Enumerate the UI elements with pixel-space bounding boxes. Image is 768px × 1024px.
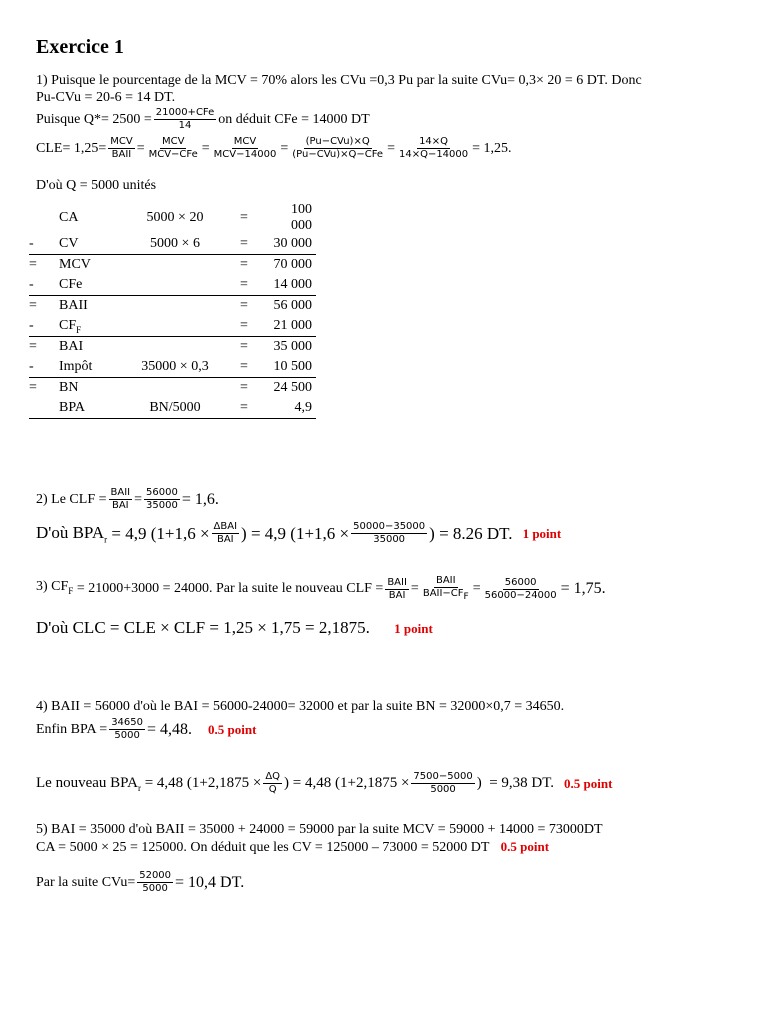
cle-fraction-3 (212, 136, 279, 161)
frac-den: 14×Q−14000 (398, 149, 469, 160)
row-label-text: BAII (59, 298, 88, 313)
row-sign: = (29, 378, 59, 399)
frac-den: 5000 (114, 730, 140, 741)
row-calculation: 5000 × 6 (150, 236, 200, 251)
q2-fraction-3 (212, 521, 240, 546)
exercise-title: Exercice 1 (36, 36, 124, 58)
table-row (29, 357, 316, 378)
table-row (29, 398, 316, 419)
row-equals: = (219, 296, 269, 317)
q4-nb-sub: r (137, 782, 141, 793)
q1-line1: 1) Puisque le pourcentage de la MCV = 70% alors les CVu =0,3 Pu par la suite CVu= 0,3× 20 = 6 DT. Donc (36, 73, 642, 88)
q2-prefix: 2) Le CLF = (36, 491, 107, 507)
row-calculation (131, 255, 219, 276)
frac-num: (Pu−CVu)×Q (305, 136, 370, 147)
row-label (59, 316, 131, 337)
frac-den (421, 588, 471, 603)
frac-den: MCV−14000 (213, 149, 277, 160)
row-equals: = (240, 210, 248, 225)
q5-cvu-suffix: = 10,4 DT. (175, 873, 245, 891)
row-label-text: CF (59, 317, 77, 333)
q1-line2: Pu-CVu = 20-6 = 14 DT. (36, 90, 176, 105)
frac-num: MCV (161, 136, 185, 147)
frac-den-sub: F (463, 592, 469, 602)
row-sign: = (29, 296, 59, 317)
row-label (59, 255, 131, 276)
q3-fraction-3 (483, 577, 559, 602)
q3-clc-text: D'où CLC = CLE × CLF = 1,25 × 1,75 = 2,1875. (36, 618, 370, 637)
row-label-text: MCV (59, 257, 91, 272)
cle-fraction-5 (397, 136, 470, 161)
cle-prefix: CLE= 1,25= (36, 140, 107, 156)
frac-num: 50000−35000 (353, 521, 426, 532)
income-statement-table (29, 202, 316, 419)
q2-bpa-equation (36, 521, 561, 546)
row-value: 4,9 (269, 398, 316, 419)
table-row (29, 378, 316, 399)
row-label-text: BN (59, 380, 79, 395)
row-sign: - (29, 277, 34, 292)
q4-line1: 4) BAII = 56000 d'où le BAI = 56000-24000= 32000 et par la suite BN = 32000×0,7 = 34650. (36, 699, 565, 714)
row-label (59, 234, 131, 255)
row-label (59, 398, 131, 419)
row-label (59, 357, 131, 378)
q4-nb-mid2: ) = 4,48 (1+2,1875 × (284, 775, 410, 791)
q5-cvu-prefix: Par la suite CVu= (36, 874, 136, 890)
q1-doq: D'où Q = 5000 unités (36, 178, 157, 193)
frac-den: 5000 (430, 784, 456, 795)
frac-num: BAII (435, 575, 456, 586)
row-equals: = (240, 277, 248, 292)
table-row (29, 234, 316, 255)
row-label (59, 296, 131, 317)
frac-num: BAII (387, 576, 407, 588)
row-label (59, 337, 131, 358)
row-equals: = (240, 359, 248, 374)
table-row (29, 275, 316, 296)
q2-suffix: = 1,6. (181, 490, 219, 508)
frac-den: (Pu−CVu)×Q−CFe (292, 149, 384, 160)
row-calculation: 35000 × 0,3 (141, 359, 209, 374)
frac-num: MCV (110, 136, 133, 147)
points-badge: 1 point (394, 621, 433, 636)
q2-mid2: ) = 4,9 (1+1,6 × (241, 523, 350, 543)
q3-fraction-1 (385, 577, 409, 602)
q4-bpa (36, 717, 256, 742)
q4-nb-text: Le nouveau BPA (36, 774, 138, 791)
equals-sign: = (387, 140, 395, 156)
row-label (59, 378, 131, 399)
row-sign: - (29, 318, 34, 333)
frac-num: 56000 (146, 487, 178, 498)
table-row (29, 316, 316, 337)
row-equals: = (240, 318, 248, 333)
q3-cf-text: 3) CF (36, 579, 69, 595)
equals-sign: = (472, 581, 481, 596)
equals-sign: = (280, 140, 289, 156)
frac-den: BAI (111, 500, 129, 511)
frac-num: 14×Q (419, 136, 449, 147)
row-value: 24 500 (269, 378, 316, 399)
row-label-text: Impôt (59, 359, 93, 374)
frac-den: 35000 (373, 534, 406, 545)
frac-den: BAI (388, 589, 406, 601)
equals-sign: = (134, 491, 143, 507)
row-equals: = (240, 236, 248, 251)
q3-prefix: = 21000+3000 = 24000. Par la suite le nouveau CLF = (73, 581, 384, 596)
points-badge: 0.5 point (208, 721, 257, 737)
row-label-text: BAI (59, 339, 84, 354)
row-value: 56 000 (269, 296, 316, 317)
frac-num: 7500−5000 (413, 771, 473, 782)
table-row (29, 337, 316, 358)
row-label (59, 275, 131, 296)
q2-fraction-2 (144, 487, 180, 512)
q2-clf-equation (36, 487, 219, 512)
equals-sign: = (201, 140, 210, 156)
equals-sign: = (410, 581, 419, 596)
row-label-text: CFe (59, 277, 83, 292)
q5-line2 (36, 839, 549, 856)
q2-end: ) = 8.26 DT. (429, 523, 513, 543)
q4-new-bpa (36, 771, 612, 796)
q4-bpa-suffix: = 4,48. (147, 720, 193, 738)
row-sign (29, 398, 59, 419)
row-label-text: CV (59, 236, 79, 251)
row-value: 70 000 (269, 255, 316, 276)
row-calculation: 5000 × 20 (146, 210, 204, 225)
q3-cf-label (36, 579, 73, 599)
frac-den: BAII (111, 149, 132, 160)
row-label-text: CA (59, 210, 79, 225)
q2-fraction-4 (351, 521, 427, 546)
row-label-sub: F (76, 324, 82, 335)
row-sign: - (29, 236, 34, 251)
bpa-label (36, 523, 107, 544)
bpa-sub: r (104, 534, 108, 545)
q3-clf-equation (36, 575, 606, 603)
frac-den: Q (268, 784, 277, 795)
points-badge: 1 point (522, 525, 562, 541)
row-value: 21 000 (273, 318, 312, 333)
q3-fraction-2 (421, 575, 471, 603)
points-badge: 0.5 point (500, 839, 550, 854)
row-value: 14 000 (273, 277, 312, 292)
row-sign: - (29, 359, 34, 374)
row-calculation (131, 378, 219, 399)
q4-bpa-prefix: Enfin BPA = (36, 721, 108, 737)
row-value: 35 000 (269, 337, 316, 358)
row-value: 10 500 (273, 359, 312, 374)
row-value: 100 000 (291, 202, 312, 233)
q5-line2-text: CA = 5000 × 25 = 125000. On déduit que les CV = 125000 – 73000 = 52000 DT (36, 840, 490, 855)
q4-fraction-3 (411, 771, 474, 796)
q5-cvu (36, 870, 244, 895)
row-calculation: BN/5000 (131, 398, 219, 419)
table-row (29, 255, 316, 276)
qstar-num: 21000+CFe (155, 107, 215, 118)
frac-num: MCV (233, 136, 257, 147)
q2-fraction-1 (109, 487, 133, 512)
frac-den: 35000 (146, 500, 178, 511)
row-calculation (131, 296, 219, 317)
q2-mid1: = 4,9 (1+1,6 × (107, 523, 210, 543)
row-equals: = (219, 337, 269, 358)
row-calculation (131, 316, 219, 337)
qstar-suffix: on déduit CFe = 14000 DT (218, 111, 370, 127)
q3-clc (36, 618, 433, 638)
q4-fraction-2 (263, 771, 282, 796)
cle-fraction-4 (290, 136, 385, 161)
frac-den: 5000 (142, 883, 168, 894)
q1-cle-equation (36, 136, 512, 161)
cle-fraction-1 (108, 136, 134, 161)
equals-sign: = (136, 140, 145, 156)
frac-den-text: BAII−CF (422, 588, 464, 599)
qstar-prefix: Puisque Q*= 2500 = (36, 111, 152, 127)
row-equals: = (219, 378, 269, 399)
q4-nb-label (36, 775, 141, 793)
qstar-den: 14 (178, 120, 192, 131)
q4-nb-mid1: = 4,48 (1+2,1875 × (140, 775, 262, 791)
points-badge: 0.5 point (564, 775, 613, 791)
cle-fraction-2 (147, 136, 200, 161)
row-value: 30 000 (273, 236, 312, 251)
row-sign: = (29, 255, 59, 276)
cle-suffix: = 1,25. (472, 140, 512, 156)
qstar-fraction (154, 107, 217, 132)
row-calculation (131, 337, 219, 358)
bpa-text: D'où BPA (36, 522, 105, 542)
frac-num: 34650 (111, 717, 143, 728)
row-label (59, 202, 131, 234)
q1-qstar (36, 107, 370, 132)
q5-fraction-1 (137, 870, 173, 895)
row-sign (29, 202, 59, 234)
table-row (29, 202, 316, 234)
row-equals: = (219, 255, 269, 276)
q4-fraction-1 (109, 717, 145, 742)
q3-suffix: = 1,75. (560, 580, 606, 597)
frac-num: ΔBAI (213, 521, 238, 532)
row-sign: = (29, 337, 59, 358)
row-equals: = (219, 398, 269, 419)
frac-num: 52000 (139, 870, 172, 881)
row-calculation (131, 275, 219, 296)
q4-nb-end: ) = 9,38 DT. (476, 775, 555, 791)
q5-line1: 5) BAI = 35000 d'où BAII = 35000 + 24000 = 59000 par la suite MCV = 59000 + 14000 = 73000DT (36, 822, 603, 837)
table-row (29, 296, 316, 317)
frac-den: MCV−CFe (148, 149, 198, 160)
frac-den: 56000−24000 (484, 589, 557, 601)
frac-den: BAI (216, 534, 234, 545)
frac-num: ΔQ (265, 771, 281, 782)
row-label-text: BPA (59, 400, 85, 415)
q3-cf-sub: F (68, 585, 74, 596)
frac-num: 56000 (504, 576, 537, 588)
frac-num: BAII (110, 487, 131, 498)
